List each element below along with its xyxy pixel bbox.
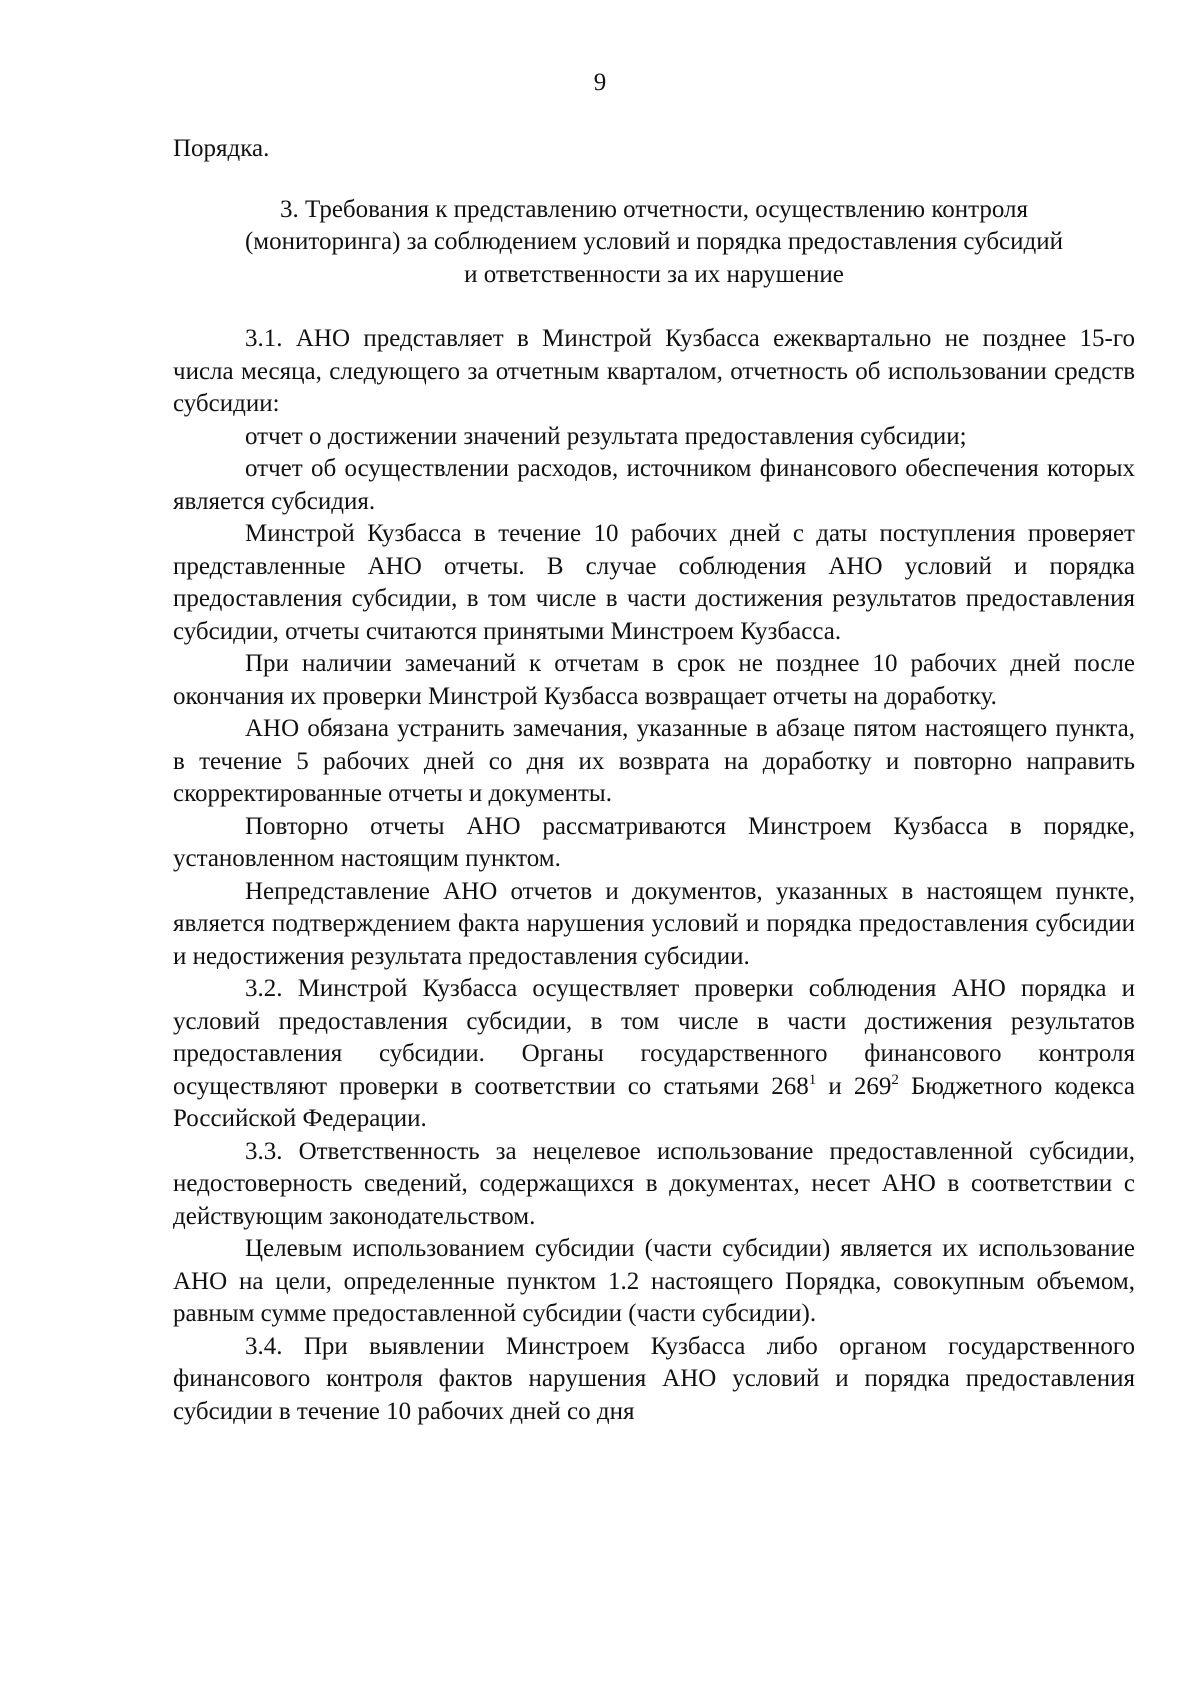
paragraph-3-2 (173, 973, 1135, 1136)
section-heading (173, 194, 1135, 292)
paragraph-3-4: 3.4. При выявлении Минстроем Кузбасса либо органом государственного финансового контроля фактов нарушения АНО условий и порядка предоставления субсидии в течение 10 рабочих дней со дня (173, 1332, 1135, 1425)
paragraph-target-use: Целевым использованием субсидии (части субсидии) является их использование АНО на цели, определенные пунктом 1.2 настоящего Порядка, совокупным объемом, равным сумме предоставленной субсидии (части субсидии). (173, 1235, 1135, 1327)
section-heading-line: 3. Требования к представлению отчетности, осуществлению контроля (280, 195, 1028, 223)
article-269-superscript: 2 (891, 1071, 899, 1088)
article-268-number: 268 (771, 1072, 809, 1100)
paragraph-report-expenses: отчет об осуществлении расходов, источником финансового обеспечения которых является субсидия. (173, 455, 1135, 515)
section-heading-line: (мониторинга) за соблюдением условий и порядка предоставления субсидий (244, 228, 1064, 255)
document-body (173, 133, 1135, 1428)
paragraph-remarks: При наличии замечаний к отчетам в срок не позднее 10 рабочих дней после окончания их проверки Минстрой Кузбасса возвращает отчеты на доработку. (173, 650, 1135, 710)
article-269-number: 269 (853, 1072, 892, 1100)
paragraph-3-1: 3.1. АНО представляет в Минстрой Кузбасса ежеквартально не позднее 15-го числа месяца, следующего за отчетным кварталом, отчетность об использовании средств субсидии: (173, 325, 1135, 417)
paragraph-report-results: отчет о достижении значений результата предоставления субсидии; (245, 422, 967, 450)
paragraph-non-submission: Непредставление АНО отчетов и документов, указанных в настоящем пункте, является подтверждением факта нарушения условий и порядка предоставления субсидии и недостижения результата предоставления субсидии. (173, 877, 1135, 970)
paragraph-3-3: 3.3. Ответственность за нецелевое использование предоставленной субсидии, недостоверность сведений, содержащихся в документах, несет АНО в соответствии с действующим законодательством. (173, 1137, 1135, 1230)
article-connector: и (816, 1072, 854, 1100)
paragraph-corrections: АНО обязана устранить замечания, указанные в абзаце пятом настоящего пункта, в течение 5 рабочих дней со дня их возврата на доработку и повторно направить скорректированные отчеты и документы. (173, 715, 1135, 807)
article-268-superscript: 1 (808, 1071, 817, 1088)
paragraph-3-2-text: 3.2. Минстрой Кузбасса осуществляет проверки соблюдения АНО порядка и условий предоставления субсидии, в том числе в части достижения результатов предоставления субсидии. Органы государственного финансового контроля осуществляют проверки в соответствии со статьями (173, 975, 1135, 1100)
continued-text: Порядка. (173, 135, 270, 162)
paragraph-3-2-ending: Бюджетного кодекса Российской Федерации. (173, 1072, 1135, 1132)
paragraph-review-period: Минстрой Кузбасса в течение 10 рабочих дней с даты поступления проверяет представленные АНО отчеты. В случае соблюдения АНО условий и порядка предоставления субсидии, в том числе в части достижения результатов предоставления субсидии, отчеты считаются принятыми Минстроем Кузбасса. (173, 520, 1135, 645)
paragraph-repeat-review: Повторно отчеты АНО рассматриваются Минстроем Кузбасса в порядке, установленном настоящим пунктом. (173, 812, 1135, 872)
page-number: 9 (593, 69, 607, 96)
section-heading-line: и ответственности за их нарушение (464, 260, 844, 288)
